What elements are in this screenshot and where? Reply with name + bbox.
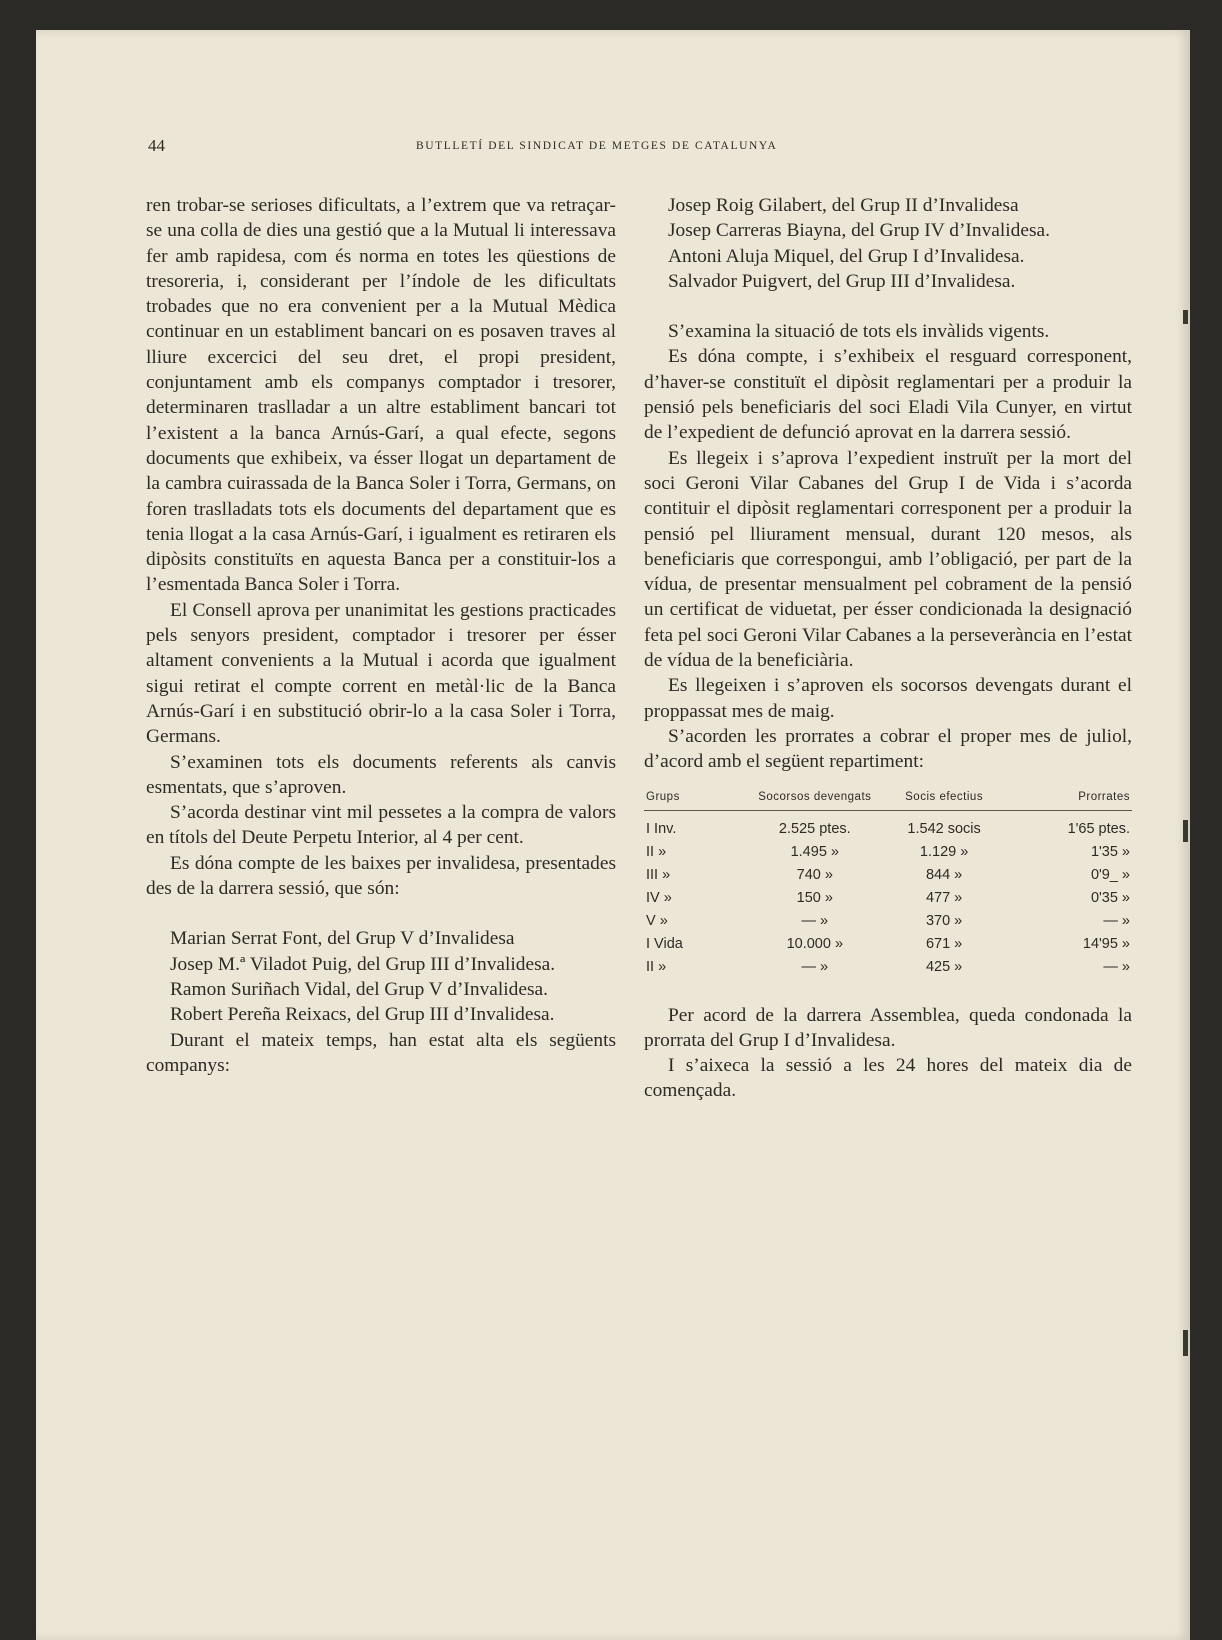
table-cell: IV » (646, 889, 672, 906)
table-cell: 2.525 ptes. (778, 820, 851, 837)
scan-edge-mark (1183, 1330, 1188, 1356)
list-item: Salvador Puigvert, del Grup III d’Invalidesa. (668, 270, 1016, 292)
table-cell: 425 » (925, 958, 963, 975)
table-cell: II » (646, 958, 667, 975)
table-cell: I Inv. (646, 820, 677, 837)
paragraph: I s’aixeca la sessió a les 24 hores del mateix dia de començada. (644, 1055, 1132, 1102)
paragraph: Es llegeix i s’aprova l’expedient instruït per la mort del soci Geroni Vilar Cabanes del Grup I de Vida i s’acorda contituir el dipòsit reglamentari corresponent per a produir la pensió pel lliurament mensual, durant 120 mesos, als beneficiaris que correspongui, amb l’obligació, per part de la vídua, de presentar mensualment pel cobrament de la pensió un certificat de viduetat, per ésser condicionada la designació feta pel soci Geroni Vilar Cabanes a la perseverància en l’estat de vídua de la beneficiària. (644, 447, 1132, 672)
table-row (644, 841, 1132, 864)
page-number: 44 (148, 136, 165, 155)
paragraph: Es llegeixen i s’aproven els socorsos devengats durant el proppassat mes de maig. (644, 675, 1132, 722)
list-item: Antoni Aluja Miquel, del Grup I d’Invalidesa. (668, 245, 1025, 267)
paragraph: Es dóna compte, i s’exhibeix el resguard corresponent, d’haver-se constituït el dipòsit reglamentari per a produir la pensió pels beneficiaris del soci Eladi Vila Cunyer, en virtut de l’expedient de defunció aprovat en la darrera sessió. (644, 346, 1132, 444)
running-title: BUTLLETÍ DEL SINDICAT DE METGES DE CATALUNYA (416, 140, 778, 152)
list-item: Josep Carreras Biayna, del Grup IV d’Invalidesa. (668, 220, 1050, 242)
list-item: Josep Roig Gilabert, del Grup II d’Invalidesa (668, 195, 1019, 216)
table-cell: V » (646, 912, 668, 929)
table-cell: 1.542 socis (907, 820, 981, 837)
right-column (644, 193, 1132, 1104)
list-item: Josep M.ª Viladot Puig, del Grup III d’Invalidesa. (170, 953, 556, 975)
table-cell: 1.129 » (919, 843, 969, 860)
column-header-socorsos: Socorsos devengats (751, 789, 878, 811)
table-cell: 370 » (925, 912, 963, 929)
column-header-grups: Grups (644, 789, 751, 811)
table-cell: III » (646, 866, 671, 883)
table-cell: 1.495 » (790, 843, 839, 860)
table-cell: — » (801, 912, 829, 929)
paragraph: S’acorden les prorrates a cobrar el proper mes de juliol, d’acord amb el següent repartiment: (644, 725, 1132, 773)
table-cell: — » (1103, 958, 1130, 975)
table-cell: — » (1103, 912, 1130, 929)
list-item: Marian Serrat Font, del Grup V d’Invalidesa (170, 928, 515, 950)
table-cell: 150 » (796, 889, 833, 906)
prorrates-table (644, 789, 1132, 979)
table-row (644, 956, 1132, 979)
table-header-row (644, 789, 1132, 811)
table-cell: 671 » (925, 935, 963, 952)
table-cell: I Vida (646, 935, 683, 952)
paragraph: S’acorda destinar vint mil pessetes a la compra de valors en títols del Deute Perpetu Interior, al 4 per cent. (146, 802, 616, 849)
table-cell: — » (801, 958, 829, 975)
paragraph: Durant el mateix temps, han estat alta els següents companys: (146, 1029, 616, 1076)
table-row (644, 910, 1132, 933)
scan-edge-mark (1183, 310, 1188, 324)
paragraph: ren trobar-se serioses dificultats, a l’extrem que va retraçar-se una colla de dies una gestió que a la Mutual li interessava fer amb rapidesa, com és norma en totes les qüestions de tresoreria, i, considerant per l’índole de les dificultats trobades que no era convenient per a la Mutual Mèdica continuar en un establiment bancari on es posaven traves al lliure excercici del seu dret, el propi president, conjuntament amb els companys comptador i tresorer, determinaren traslladar a un altre establiment bancari tot l’existent a la banca Arnús-Garí, a qual efecte, segons documents que exhibeix, va ésser llogat un departament de la cambra cuirassada de la Banca Soler i Torra, Germans, on foren traslladats tots els documents del departament que es tenia llogat a la casa Arnús-Garí, i igualment es retiraren els dipòsits constituïts en aquesta Banca per a constituir-los a l’esmentada Banca Soler i Torra. (146, 195, 616, 596)
document-page (36, 30, 1190, 1640)
left-column (146, 193, 616, 1078)
paragraph: S’examinen tots els documents referents als canvis esmentats, que s’aproven. (146, 751, 616, 798)
paragraph: Per acord de la darrera Assemblea, queda condonada la prorrata del Grup I d’Invalidesa. (644, 1004, 1132, 1051)
table-cell: 1'65 ptes. (1067, 820, 1130, 837)
table-cell: 0'35 » (1090, 889, 1130, 906)
table-cell: 477 » (925, 889, 963, 906)
table-cell: II » (646, 843, 667, 860)
paragraph: S’examina la situació de tots els invàlids vigents. (668, 321, 1050, 343)
table-row (644, 887, 1132, 910)
table-cell: 14'95 » (1082, 935, 1130, 952)
table-cell: 1'35 » (1090, 843, 1130, 860)
table-cell: 0'9_ » (1090, 866, 1130, 883)
table-row (644, 810, 1132, 841)
scan-edge-mark (1183, 820, 1188, 842)
table-cell: 10.000 » (786, 935, 844, 952)
paragraph: El Consell aprova per unanimitat les gestions practicades pels senyors president, comptador i tresorer per ésser altament convenients a la Mutual i acorda que igualment sigui retirat el compte corrent en metàl·lic de la Banca Arnús-Garí i en substitució obrir-lo a la casa Soler i Torra, Germans. (146, 599, 616, 748)
table-cell: 844 » (925, 866, 963, 883)
list-item: Ramon Suriñach Vidal, del Grup V d’Invalidesa. (170, 978, 548, 1000)
table-cell: 740 » (796, 866, 833, 883)
table-row (644, 864, 1132, 887)
list-item: Robert Pereña Reixacs, del Grup III d’Invalidesa. (170, 1004, 555, 1026)
table-row (644, 933, 1132, 956)
column-header-socis: Socis efectius (878, 789, 1010, 811)
column-header-prorrates: Prorrates (1010, 789, 1132, 811)
paragraph: Es dóna compte de les baixes per invalidesa, presentades des de la darrera sessió, que són: (146, 852, 616, 900)
